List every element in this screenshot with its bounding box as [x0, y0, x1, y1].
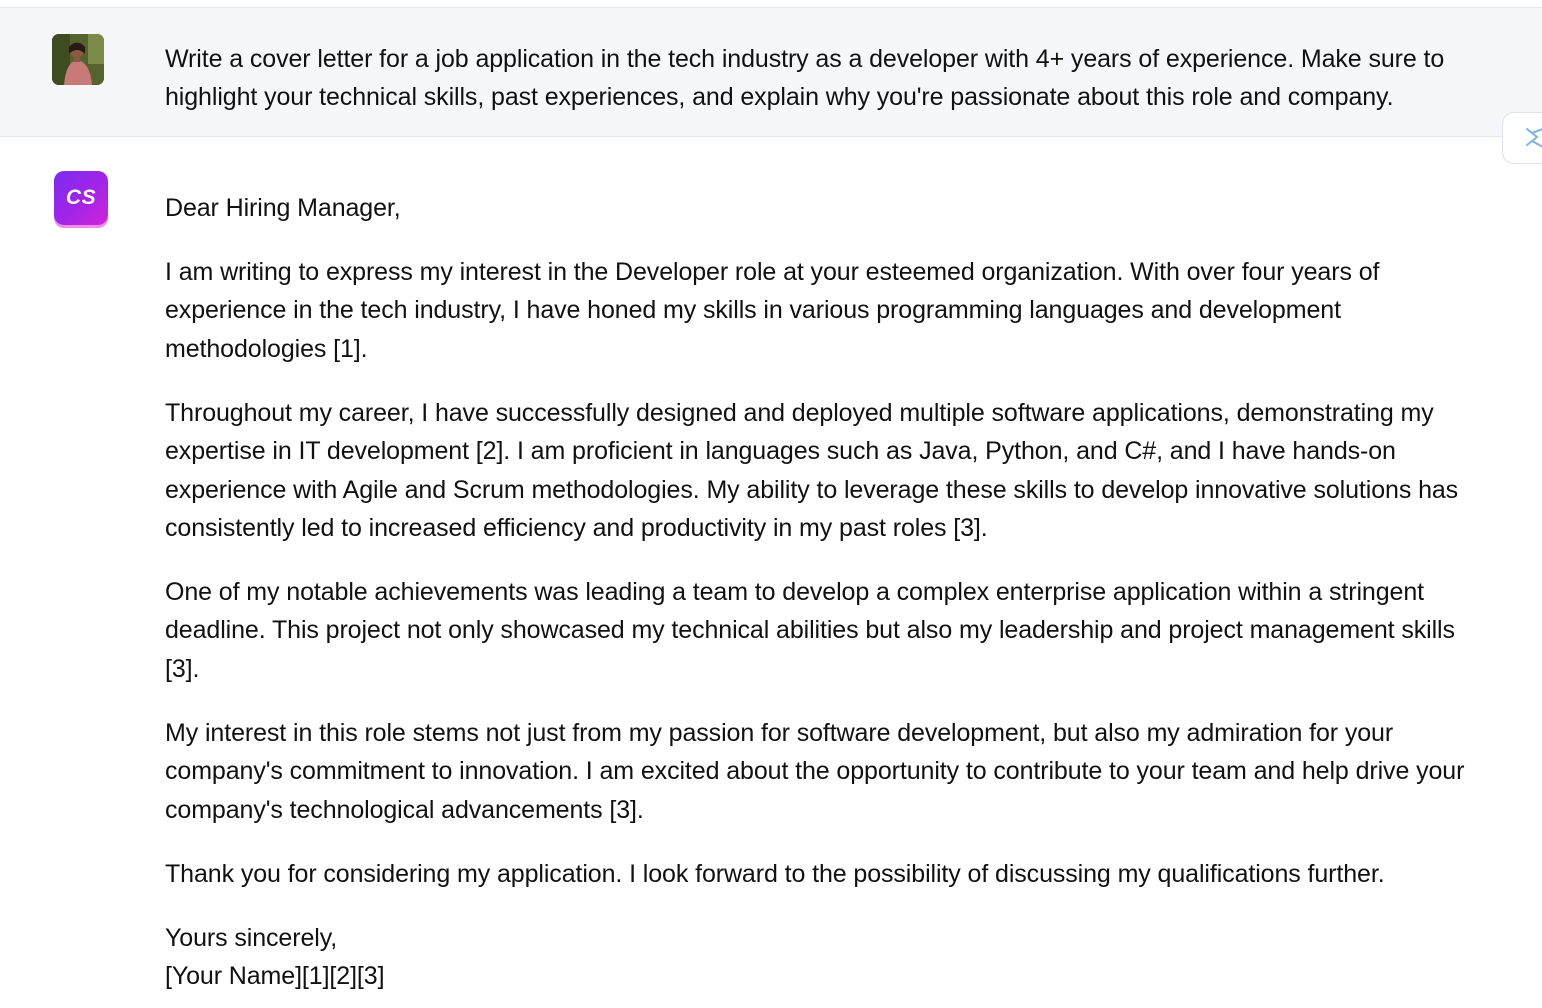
paragraph-intro: I am writing to express my interest in the Developer role at your esteemed organization. With over four years of experience in the tech industry, I have honed my skills in various programming languages and development methodologies [1]. [165, 258, 1380, 363]
share-icon [1523, 125, 1542, 151]
paragraph-thanks: Thank you for considering my application. I look forward to the possibility of discussing my qualifications further. [165, 859, 1385, 888]
assistant-message [165, 189, 1475, 995]
closing: Yours sincerely, [165, 923, 338, 952]
share-button[interactable] [1502, 112, 1542, 164]
user-message-text: Write a cover letter for a job application in the tech industry as a developer with 4+ years of experience. Make sure to highlight your technical skills, past experiences, and explain why you're passionate about this role and company. [165, 45, 1445, 111]
previous-message-edge [0, 0, 1542, 8]
user-avatar [52, 34, 104, 85]
signature: [Your Name][1][2][3] [165, 962, 385, 991]
paragraph-motivation: My interest in this role stems not just from my passion for software development, but also my admiration for your company's commitment to innovation. I am excited about the opportunity to contribute to your team and help drive your company's technological advancements [3]. [165, 718, 1465, 824]
paragraph-achievement: One of my notable achievements was leading a team to develop a complex enterprise application within a stringent deadline. This project not only showcased my technical abilities but also my leadership and project management skills [3]. [165, 578, 1455, 683]
user-message-row [0, 8, 1542, 137]
assistant-avatar: CS [54, 171, 108, 225]
paragraph-skills: Throughout my career, I have successfully designed and deployed multiple software applications, demonstrating my expertise in IT development [2]. I am proficient in languages such as Java, Python, and C#, and I have hands-on experience with Agile and Scrum methodologies. My ability to leverage these skills to develop innovative solutions has consistently led to increased efficiency and productivity in my past roles [3]. [165, 398, 1459, 543]
greeting: Dear Hiring Manager, [165, 194, 401, 222]
